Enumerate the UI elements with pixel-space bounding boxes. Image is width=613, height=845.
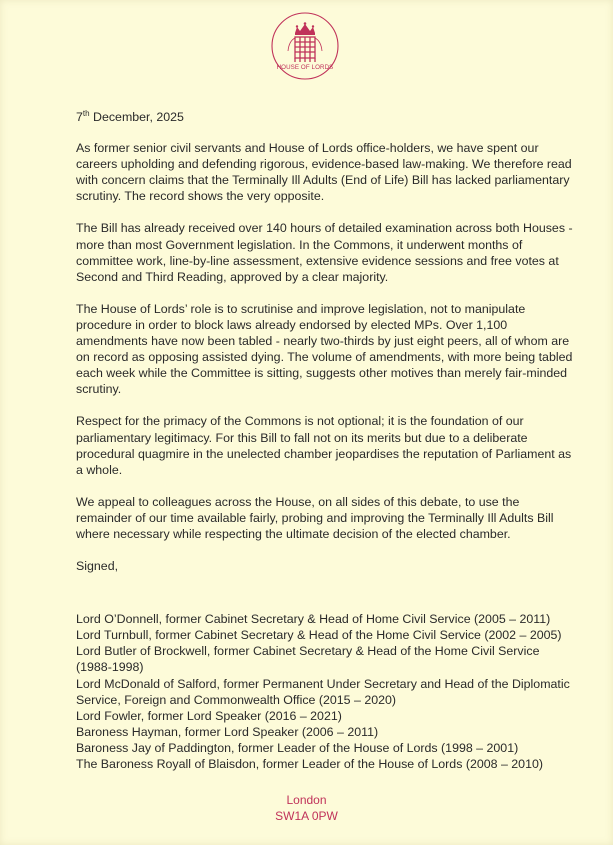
footer-postcode: SW1A 0PW [275,809,338,823]
signatory: Lord McDonald of Salford, former Permanent Under Secretary and Head of the Diplomatic Service, Foreign and Commonwealth Office (2015 – 2020) [76,676,570,707]
crest-text: HOUSE OF LORDS [276,64,334,71]
letter-body [76,109,576,772]
signatory: Lord O’Donnell, former Cabinet Secretary & Head of Home Civil Service (2005 – 2011) [76,612,551,627]
letter-date [76,109,576,125]
signatory: Lord Fowler, former Lord Speaker (2016 – 2021) [76,708,342,723]
paragraph: As former senior civil servants and House of Lords office-holders, we have spent our careers upholding and defending rigorous, evidence-based law-making. We therefore read with concern claims that the Terminally Ill Adults (End of Life) Bill has lacked parliamentary scrutiny. The record shows the very opposite. [76,141,572,204]
paragraph: Respect for the primacy of the Commons is not optional; it is the foundation of our parliamentary legitimacy. For this Bill to fall not on its merits but due to a deliberate procedural quagmire in the unelected chamber jeopardises the reputation of Parliament as a whole. [76,414,572,477]
date-rest: December, 2025 [89,110,184,124]
paragraph: We appeal to colleagues across the House, on all sides of this debate, to use the remainder of our time available fairly, probing and improving the Terminally Ill Adults Bill where necessary while respecting the ultimate decision of the elected chamber. [76,494,554,541]
date-day: 7 [76,110,83,124]
paragraph: The Bill has already received over 140 hours of detailed examination across both Houses - more than most Government legislation. In the Commons, it underwent months of committee work, line-by-line assessment, extensive evidence sessions and free votes at Second and Third Reading, approved by a clear majority. [76,221,573,284]
address-footer [0,792,613,824]
signed-label: Signed, [76,559,119,574]
signatory: Lord Turnbull, former Cabinet Secretary & Head of the Home Civil Service (2002 – 2005) [76,628,562,643]
signatory: The Baroness Royall of Blaisdon, former Leader of the House of Lords (2008 – 2010) [76,757,543,771]
footer-city: London [286,793,327,807]
signatory: Lord Butler of Brockwell, former Cabinet Secretary & Head of the Home Civil Service (1988-1998) [76,644,540,675]
signatory-list [76,611,576,772]
paragraph: The House of Lords’ role is to scrutinise and improve legislation, not to manipulate procedure in order to block laws already endorsed by elected MPs. Over 1,100 amendments have now been tabled - nearly two-thirds by just eight peers, all of whom are on record as opposing assisted dying. The volume of amendments, with more being tabled each week while the Committee is sitting, suggests other motives than merely fair-minded scrutiny. [76,301,573,397]
signatory: Baroness Hayman, former Lord Speaker (2006 – 2011) [76,724,379,739]
signatory: Baroness Jay of Paddington, former Leader of the House of Lords (1998 – 2001) [76,740,519,755]
date-suffix: th [82,109,90,118]
